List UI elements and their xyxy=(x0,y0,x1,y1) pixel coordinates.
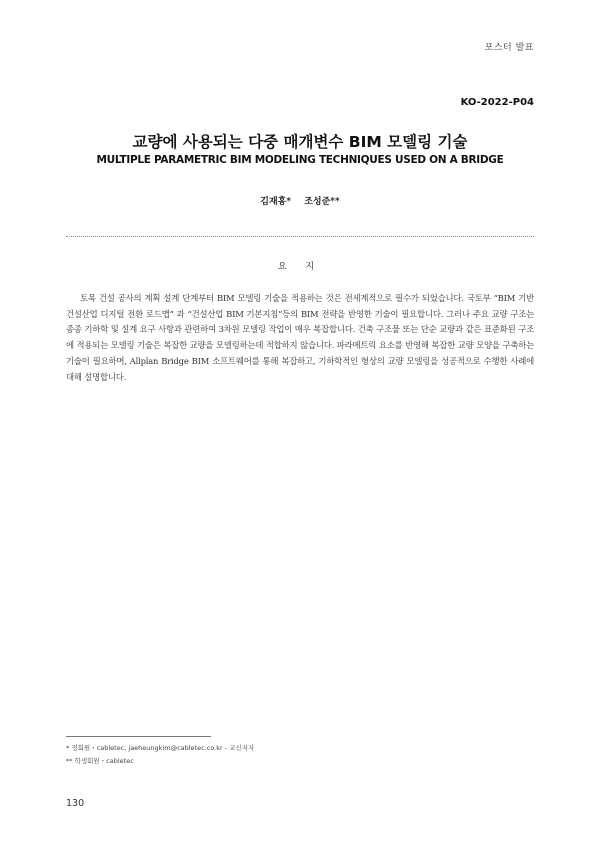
author-1: 김재홍* xyxy=(260,197,292,207)
abstract-heading: 요 지 xyxy=(277,262,323,272)
section-label: 포스터 발표 xyxy=(484,43,534,53)
footnote-2: ** 학생회원・cabletec xyxy=(66,757,134,765)
abstract-body: 토목 건설 공사의 계획 설계 단계부터 BIM 모델링 기술을 적용하는 것은 전세계적으로 필수가 되었습니다. 국토부 “BIM 기반 건설산업 디지털 전환 로드맵” 과 “건설산업 BIM 기본지침”등의 BIM 전략을 반영한 기술이 필요합니다. 그러나 주요 교량 구조는 종종 기하학 및 설계 요구 사항과 관련하여 3차원 모델링 작업이 매우 복잡합니다. 건축 구조물 또는 단순 교량과 같은 표준화된 구조에 적용되는 모델링 기술은 복잡한 교량을 모델링하는데 적합하지 않습니다. 파라메트릭 요소를 반영해 복잡한 교량 모양을 구축하는 기술이 필요하며, Allplan Bridge BIM 소프트웨어를 통해 복잡하고, 기하학적인 형상의 교량 모델링을 성공적으로 수행한 사례에 대해 설명합니다. xyxy=(66,293,534,382)
author-2: 조성준** xyxy=(304,197,340,207)
author-list xyxy=(0,194,600,207)
footnote-divider xyxy=(66,736,211,737)
footnote-1: * 정회원・cabletec, jaeheungkim@cabletec.co.kr - 교신저자 xyxy=(66,744,255,752)
section-divider xyxy=(66,236,534,237)
title-english: MULTIPLE PARAMETRIC BIM MODELING TECHNIQUES USED ON A BRIDGE xyxy=(96,154,504,166)
page-number: 130 xyxy=(66,798,85,809)
paper-code: KO-2022-P04 xyxy=(460,97,534,108)
title-korean: 교량에 사용되는 다중 매개변수 BIM 모델링 기술 xyxy=(132,133,468,151)
